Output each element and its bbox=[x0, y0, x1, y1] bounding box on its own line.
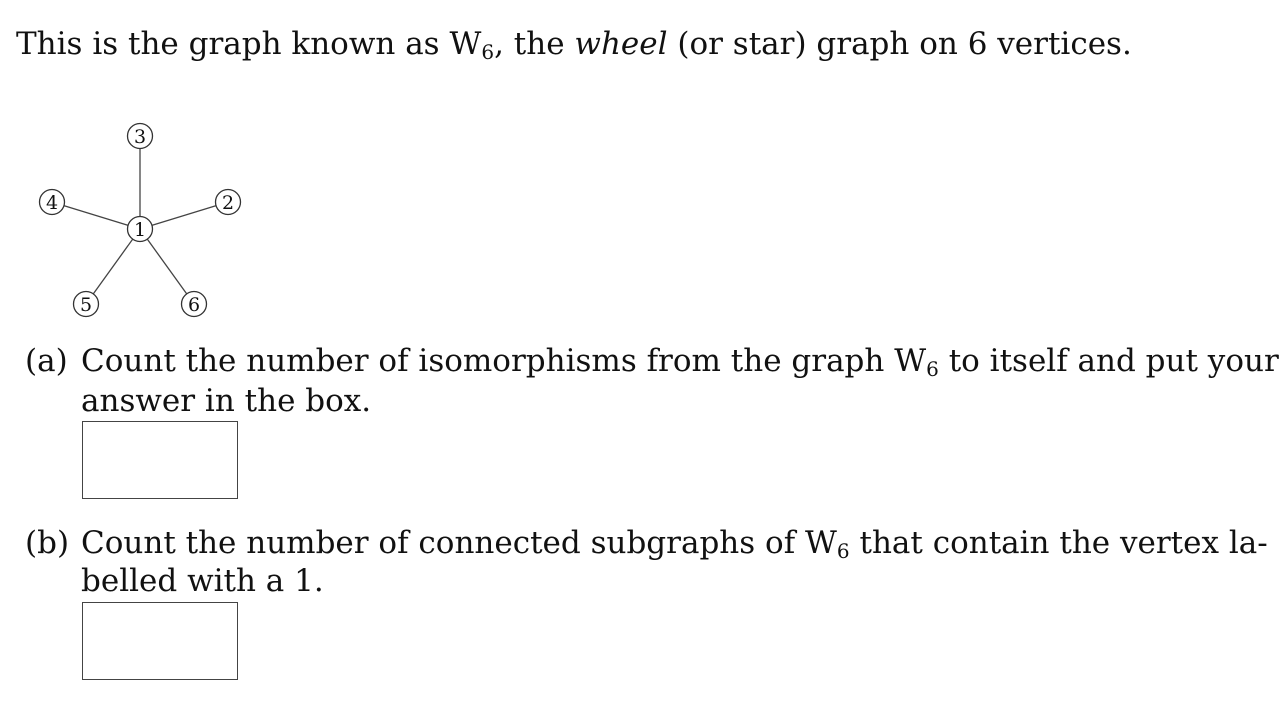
graph-subscript: 6 bbox=[481, 40, 495, 64]
part-b-text-post: that contain the vertex la- bbox=[849, 525, 1268, 561]
vertex-2-label: 2 bbox=[221, 192, 235, 214]
intro-sentence bbox=[16, 26, 1132, 62]
part-a-graph-subscript: 6 bbox=[926, 357, 939, 381]
part-b-graph-symbol: W bbox=[805, 525, 837, 561]
part-a-text-post: to itself and put your bbox=[938, 343, 1279, 379]
vertex-5 bbox=[74, 292, 99, 317]
vertex-6-label: 6 bbox=[187, 294, 201, 316]
vertex-6 bbox=[182, 292, 207, 317]
part-a-graph-symbol: W bbox=[894, 343, 927, 379]
part-b-label: (b) bbox=[25, 525, 70, 561]
part-b-graph-subscript: 6 bbox=[836, 539, 850, 563]
vertex-4-label: 4 bbox=[45, 192, 59, 214]
vertex-2 bbox=[216, 190, 241, 215]
intro-text-pre: This is the graph known as bbox=[16, 26, 450, 62]
part-a-question-line2: answer in the box. bbox=[81, 383, 372, 419]
part-a-label: (a) bbox=[25, 343, 68, 379]
edge-1-5 bbox=[86, 229, 140, 304]
vertex-1-label: 1 bbox=[133, 219, 147, 241]
part-b-answer-box[interactable] bbox=[82, 602, 238, 680]
vertex-4 bbox=[40, 190, 65, 215]
edge-1-4 bbox=[52, 202, 140, 229]
edge-1-6 bbox=[140, 229, 194, 304]
part-a-answer-box[interactable] bbox=[82, 421, 238, 499]
edge-1-2 bbox=[140, 202, 228, 229]
vertex-3 bbox=[128, 124, 153, 149]
part-b-question-line2: belled with a 1. bbox=[81, 563, 324, 599]
vertex-3-label: 3 bbox=[133, 126, 147, 148]
graph-symbol: W bbox=[449, 26, 482, 62]
part-b-text-pre: Count the number of connected subgraphs of bbox=[81, 525, 806, 561]
part-b-question-line1 bbox=[81, 525, 1268, 561]
intro-emphasis: wheel bbox=[574, 26, 668, 62]
vertex-5-label: 5 bbox=[79, 294, 93, 316]
vertex-1 bbox=[128, 217, 153, 242]
star-graph-figure bbox=[0, 110, 300, 330]
part-a-text-pre: Count the number of isomorphisms from the graph bbox=[81, 343, 895, 379]
part-a-question-line1 bbox=[81, 343, 1279, 379]
intro-text-mid: , the bbox=[494, 26, 575, 62]
intro-text-post: (or star) graph on 6 vertices. bbox=[667, 26, 1132, 62]
